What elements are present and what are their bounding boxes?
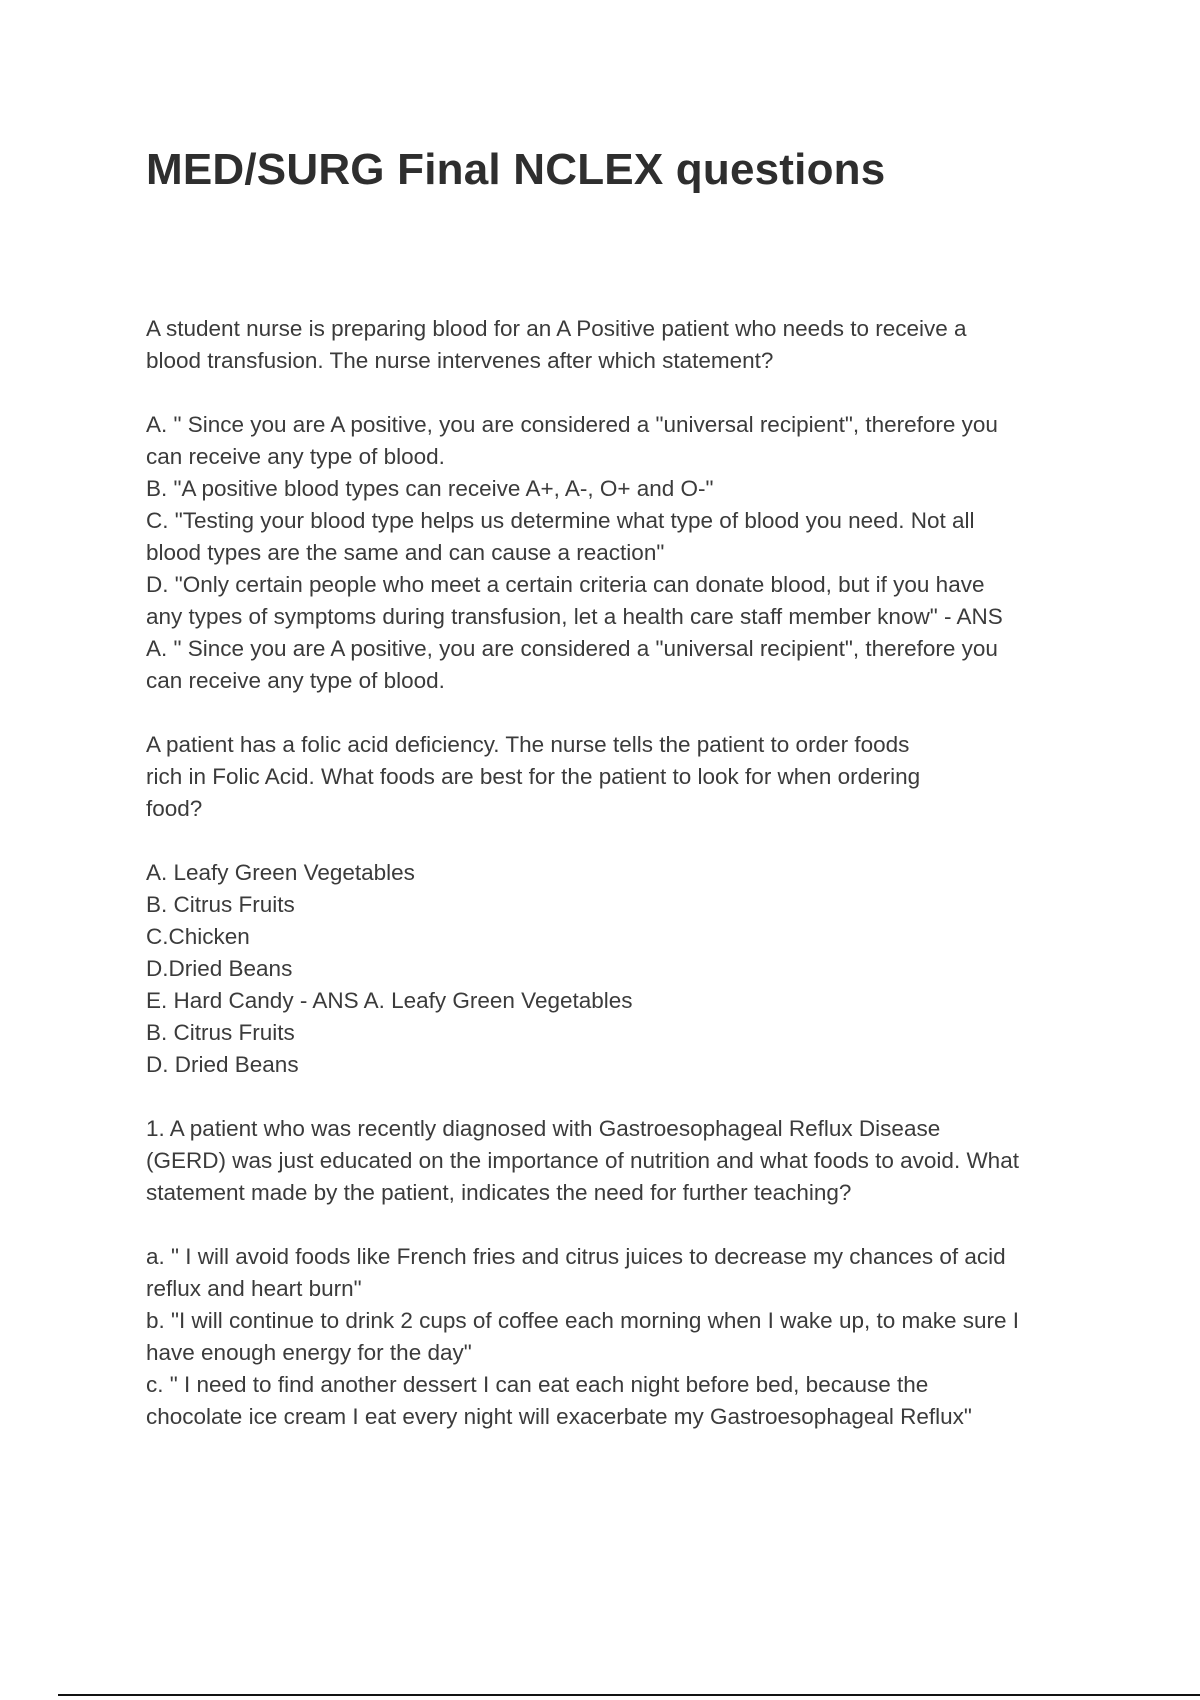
text-line: food?: [146, 796, 203, 821]
text-line: D. "Only certain people who meet a certain criteria can donate blood, but if you have: [146, 572, 985, 597]
text-line: any types of symptoms during transfusion, let a health care staff member know" - ANS: [146, 604, 1003, 629]
text-line: B. "A positive blood types can receive A+, A-, O+ and O-": [146, 476, 714, 501]
question-1-options: [146, 409, 1106, 697]
text-line: chocolate ice cream I eat every night will exacerbate my Gastroesophageal Reflux": [146, 1404, 972, 1429]
question-1-stem: [146, 313, 1106, 377]
text-line: reflux and heart burn": [146, 1276, 362, 1301]
text-line: A student nurse is preparing blood for an A Positive patient who needs to receive a: [146, 316, 967, 341]
text-line: c. " I need to find another dessert I can eat each night before bed, because the: [146, 1372, 929, 1397]
text-line: can receive any type of blood.: [146, 668, 445, 693]
question-3-options: [146, 1241, 1106, 1433]
text-line: D.Dried Beans: [146, 956, 293, 981]
text-line: rich in Folic Acid. What foods are best for the patient to look for when ordering: [146, 764, 921, 789]
text-line: blood types are the same and can cause a reaction": [146, 540, 665, 565]
text-line: A. " Since you are A positive, you are considered a "universal recipient", therefore you: [146, 636, 998, 661]
text-line: A patient has a folic acid deficiency. The nurse tells the patient to order foods: [146, 732, 910, 757]
text-line: (GERD) was just educated on the importance of nutrition and what foods to avoid. What: [146, 1148, 1019, 1173]
text-line: statement made by the patient, indicates the need for further teaching?: [146, 1180, 852, 1205]
document-title: MED/SURG Final NCLEX questions: [146, 145, 886, 194]
question-3-stem: [146, 1113, 1106, 1209]
text-line: b. "I will continue to drink 2 cups of coffee each morning when I wake up, to make sure I: [146, 1308, 1020, 1333]
text-line: can receive any type of blood.: [146, 444, 445, 469]
text-line: A. " Since you are A positive, you are considered a "universal recipient", therefore you: [146, 412, 998, 437]
text-line: blood transfusion. The nurse intervenes after which statement?: [146, 348, 774, 373]
text-line: 1. A patient who was recently diagnosed with Gastroesophageal Reflux Disease: [146, 1116, 941, 1141]
text-line: B. Citrus Fruits: [146, 1020, 295, 1045]
text-line: C.Chicken: [146, 924, 250, 949]
footer-divider: [58, 1694, 1200, 1696]
text-line: E. Hard Candy - ANS A. Leafy Green Vegetables: [146, 988, 633, 1013]
text-line: have enough energy for the day": [146, 1340, 472, 1365]
text-line: B. Citrus Fruits: [146, 892, 295, 917]
text-line: C. "Testing your blood type helps us determine what type of blood you need. Not all: [146, 508, 975, 533]
question-2-stem: [146, 729, 1106, 825]
question-2-options: [146, 857, 1106, 1081]
text-line: a. " I will avoid foods like French fries and citrus juices to decrease my chances of acid: [146, 1244, 1006, 1269]
text-line: D. Dried Beans: [146, 1052, 299, 1077]
document-body: [146, 313, 1106, 1465]
text-line: A. Leafy Green Vegetables: [146, 860, 415, 885]
